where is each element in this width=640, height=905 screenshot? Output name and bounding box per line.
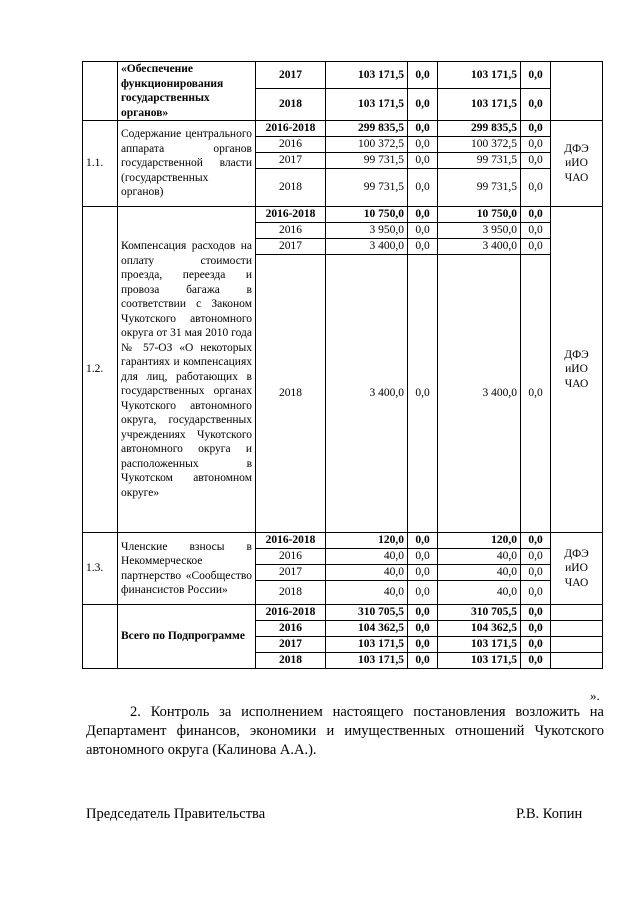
table-row <box>83 62 603 89</box>
total-cell: 40,0 <box>326 565 408 581</box>
federal-cell: 0,0 <box>408 549 438 565</box>
year-cell: 2017 <box>256 153 326 169</box>
year-cell: 2016-2018 <box>256 605 326 621</box>
signature-position: Председатель Правительства <box>86 806 266 822</box>
year-cell: 2018 <box>256 653 326 669</box>
federal-cell: 0,0 <box>408 255 438 533</box>
other-cell: 0,0 <box>521 549 551 565</box>
federal-cell: 0,0 <box>408 239 438 255</box>
other-cell: 0,0 <box>521 637 551 653</box>
item-number: 1.1. <box>83 121 118 207</box>
other-cell: 0,0 <box>521 207 551 223</box>
federal-cell: 0,0 <box>408 137 438 153</box>
total-cell: 40,0 <box>326 549 408 565</box>
item-number: 1.3. <box>83 533 118 605</box>
federal-cell: 0,0 <box>408 207 438 223</box>
total-cell: 3 400,0 <box>326 239 408 255</box>
other-cell: 0,0 <box>521 153 551 169</box>
federal-cell: 0,0 <box>408 121 438 137</box>
other-cell: 0,0 <box>521 223 551 239</box>
year-cell: 2016-2018 <box>256 533 326 549</box>
regional-cell: 100 372,5 <box>438 137 521 153</box>
total-cell: 103 171,5 <box>326 653 408 669</box>
regional-cell: 99 731,5 <box>438 169 521 207</box>
responsible-cell <box>551 637 603 653</box>
total-cell: 103 171,5 <box>326 637 408 653</box>
regional-cell: 40,0 <box>438 581 521 605</box>
federal-cell: 0,0 <box>408 223 438 239</box>
federal-cell: 0,0 <box>408 605 438 621</box>
total-cell: 310 705,5 <box>326 605 408 621</box>
total-cell: 99 731,5 <box>326 169 408 207</box>
responsible-cell: ДФЭ иИО ЧАО <box>551 207 603 533</box>
year-cell: 2018 <box>256 581 326 605</box>
other-cell: 0,0 <box>521 565 551 581</box>
responsible-cell <box>551 605 603 621</box>
budget-table <box>82 61 603 669</box>
item-number <box>83 62 118 121</box>
year-cell: 2016 <box>256 549 326 565</box>
regional-cell: 103 171,5 <box>438 89 521 121</box>
year-cell: 2016 <box>256 137 326 153</box>
federal-cell: 0,0 <box>408 169 438 207</box>
federal-cell: 0,0 <box>408 653 438 669</box>
responsible-cell: ДФЭ иИО ЧАО <box>551 533 603 605</box>
total-cell: 99 731,5 <box>326 153 408 169</box>
federal-cell: 0,0 <box>408 637 438 653</box>
year-cell: 2017 <box>256 637 326 653</box>
other-cell: 0,0 <box>521 533 551 549</box>
year-cell: 2016 <box>256 621 326 637</box>
year-cell: 2018 <box>256 89 326 121</box>
year-cell: 2017 <box>256 239 326 255</box>
federal-cell: 0,0 <box>408 581 438 605</box>
other-cell: 0,0 <box>521 239 551 255</box>
signature-name: Р.В. Копин <box>516 806 583 822</box>
year-cell: 2016-2018 <box>256 207 326 223</box>
total-cell: 299 835,5 <box>326 121 408 137</box>
other-cell: 0,0 <box>521 605 551 621</box>
regional-cell: 120,0 <box>438 533 521 549</box>
table-row <box>83 533 603 549</box>
regional-cell: 104 362,5 <box>438 621 521 637</box>
control-paragraph: 2. Контроль за исполнением настоящего постановления возложить на Департамент финансов, экономики и имущественных отношений Чукотского автономного округа (Калинова А.А.). <box>86 704 604 758</box>
other-cell: 0,0 <box>521 653 551 669</box>
other-cell: 0,0 <box>521 621 551 637</box>
item-name: «Обеспечение функционирования государственных органов» <box>118 62 256 121</box>
year-cell: 2017 <box>256 565 326 581</box>
regional-cell: 40,0 <box>438 549 521 565</box>
year-cell: 2018 <box>256 255 326 533</box>
other-cell: 0,0 <box>521 89 551 121</box>
closing-quote: ». <box>590 688 600 703</box>
total-cell: 3 950,0 <box>326 223 408 239</box>
regional-cell: 103 171,5 <box>438 637 521 653</box>
federal-cell: 0,0 <box>408 565 438 581</box>
other-cell: 0,0 <box>521 137 551 153</box>
regional-cell: 40,0 <box>438 565 521 581</box>
total-cell: 104 362,5 <box>326 621 408 637</box>
total-cell: 40,0 <box>326 581 408 605</box>
total-row <box>83 605 603 621</box>
total-num-cell <box>83 605 118 669</box>
regional-cell: 3 400,0 <box>438 255 521 533</box>
total-cell: 120,0 <box>326 533 408 549</box>
responsible-cell <box>551 653 603 669</box>
total-cell: 100 372,5 <box>326 137 408 153</box>
regional-cell: 299 835,5 <box>438 121 521 137</box>
total-cell: 103 171,5 <box>326 89 408 121</box>
total-cell: 3 400,0 <box>326 255 408 533</box>
item-name: Компенсация расходов на оплату стоимости проезда, переезда и провоза багажа в соответствии с Законом Чукотского автономного округа от 31 мая 2010 года № 57-ОЗ «О некоторых гарантиях и компенсациях для лиц, работающих в государственных органах Чукотского автономного округа, государственных учреждениях Чукотского автономного округа и расположенных в Чукотском автономном округе» <box>118 207 256 533</box>
regional-cell: 3 400,0 <box>438 239 521 255</box>
total-label: Всего по Подпрограмме <box>118 605 256 669</box>
table-row <box>83 121 603 137</box>
federal-cell: 0,0 <box>408 89 438 121</box>
regional-cell: 3 950,0 <box>438 223 521 239</box>
table-row <box>83 207 603 223</box>
other-cell: 0,0 <box>521 581 551 605</box>
item-name: Содержание центрального аппарата органов государственной власти (государственных органов) <box>118 121 256 207</box>
item-number: 1.2. <box>83 207 118 533</box>
federal-cell: 0,0 <box>408 153 438 169</box>
regional-cell: 310 705,5 <box>438 605 521 621</box>
year-cell: 2018 <box>256 169 326 207</box>
total-cell: 103 171,5 <box>326 62 408 89</box>
responsible-cell: ДФЭ иИО ЧАО <box>551 121 603 207</box>
year-cell: 2016 <box>256 223 326 239</box>
federal-cell: 0,0 <box>408 621 438 637</box>
responsible-cell <box>551 621 603 637</box>
total-cell: 10 750,0 <box>326 207 408 223</box>
regional-cell: 10 750,0 <box>438 207 521 223</box>
responsible-cell <box>551 62 603 121</box>
item-name: Членские взносы в Некоммерческое партнерство «Сообщество финансистов России» <box>118 533 256 605</box>
other-cell: 0,0 <box>521 255 551 533</box>
year-cell: 2017 <box>256 62 326 89</box>
year-cell: 2016-2018 <box>256 121 326 137</box>
other-cell: 0,0 <box>521 169 551 207</box>
other-cell: 0,0 <box>521 62 551 89</box>
regional-cell: 99 731,5 <box>438 153 521 169</box>
regional-cell: 103 171,5 <box>438 62 521 89</box>
regional-cell: 103 171,5 <box>438 653 521 669</box>
other-cell: 0,0 <box>521 121 551 137</box>
federal-cell: 0,0 <box>408 533 438 549</box>
federal-cell: 0,0 <box>408 62 438 89</box>
